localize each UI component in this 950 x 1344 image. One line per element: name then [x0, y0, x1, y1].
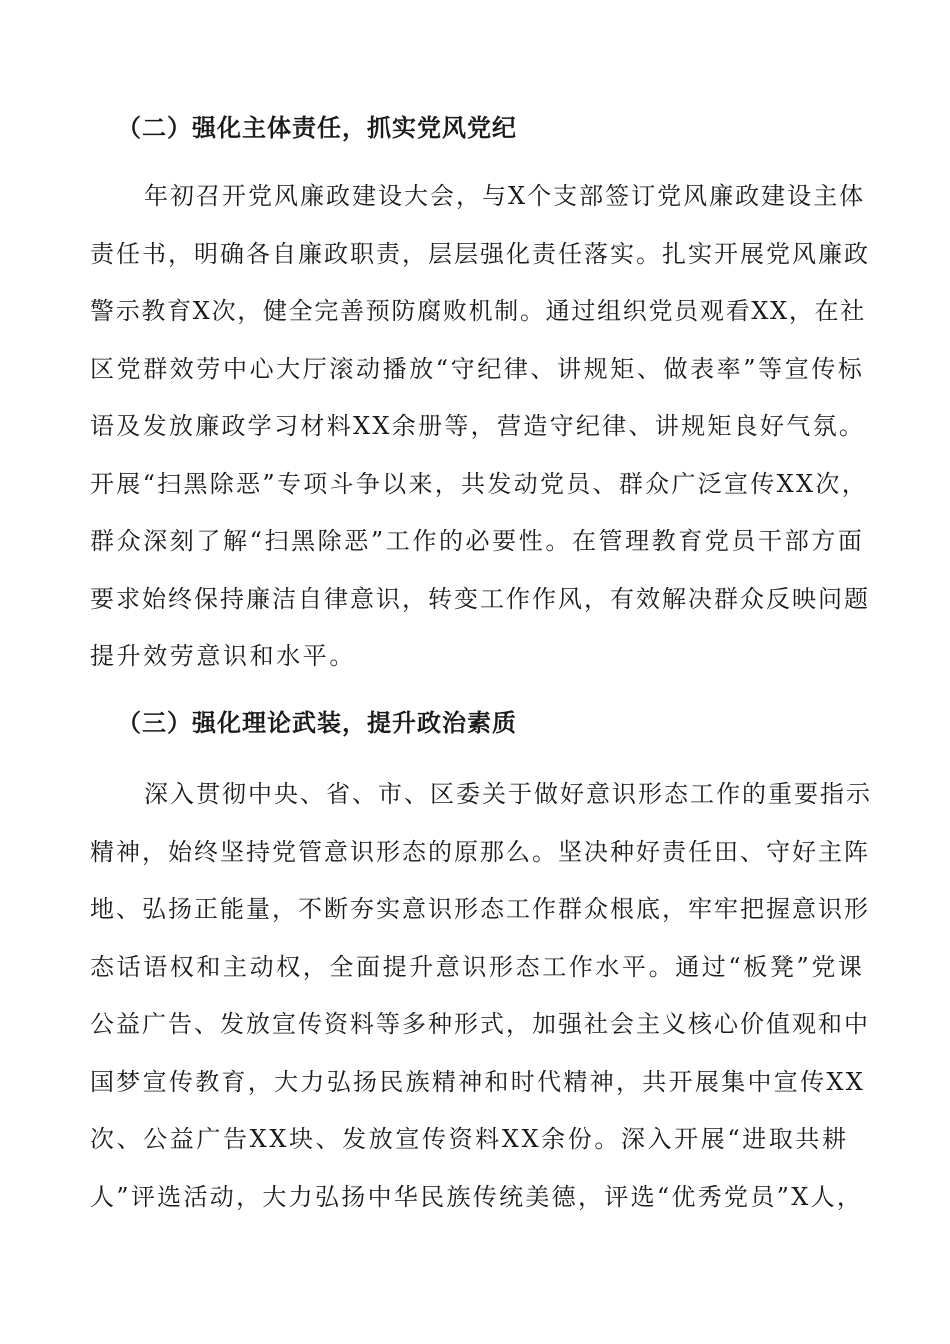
paragraph-line: 国梦宣传教育，大力弘扬民族精神和时代精神，共开展集中宣传XX [90, 1067, 866, 1096]
section-body-2 [90, 168, 872, 686]
paragraph-line: 人”评选活动，大力弘扬中华民族传统美德，评选“优秀党员”X人， [90, 1182, 864, 1211]
paragraph-line: 群众深刻了解“扫黑除恶”工作的必要性。在管理教育党员干部方面 [90, 527, 865, 555]
paragraph-line: 要求始终保持廉洁自律意识，转变工作作风，有效解决群众反映问题 [90, 584, 870, 613]
paragraph-line: 年初召开党风廉政建设大会，与X个支部签订党风廉政建设主体 [144, 182, 866, 210]
paragraph-line: 精神，始终坚持党管意识形态的原那么。坚决种好责任田、守好主阵 [90, 837, 870, 866]
paragraph-line: 语及发放廉政学习材料XX余册等，营造守纪律、讲规矩良好气氛。 [90, 412, 866, 440]
section-heading-2: （二）强化主体责任，抓实党风党纪 [117, 114, 517, 142]
paragraph-line: 区党群效劳中心大厅滚动播放“守纪律、讲规矩、做表率”等宣传标 [90, 354, 865, 383]
paragraph-line: 责任书，明确各自廉政职责，层层强化责任落实。扎实开展党风廉政 [90, 239, 870, 268]
paragraph-line: 公益广告、发放宣传资料等多种形式，加强社会主义核心价值观和中 [90, 1010, 870, 1038]
paragraph-line: 警示教育X次，健全完善预防腐败机制。通过组织党员观看XX，在社 [90, 297, 866, 325]
paragraph-line: 态话语权和主动权，全面提升意识形态工作水平。通过“板凳”党课 [90, 952, 865, 981]
section-heading-3: （三）强化理论武装，提升政治素质 [117, 709, 517, 737]
paragraph-line: 开展“扫黑除恶”专项斗争以来，共发动党员、群众广泛宣传XX次， [90, 469, 869, 498]
paragraph-line: 深入贯彻中央、省、市、区委关于做好意识形态工作的重要指示 [144, 780, 872, 808]
paragraph-line: 次、公益广告XX块、发放宣传资料XX余份。深入开展“进取共耕 [90, 1125, 849, 1153]
section-body-3 [90, 766, 872, 1226]
paragraph-line: 地、弘扬正能量，不断夯实意识形态工作群众根底，牢牢把握意识形 [90, 895, 870, 923]
paragraph-line: 提升效劳意识和水平。 [90, 642, 356, 670]
